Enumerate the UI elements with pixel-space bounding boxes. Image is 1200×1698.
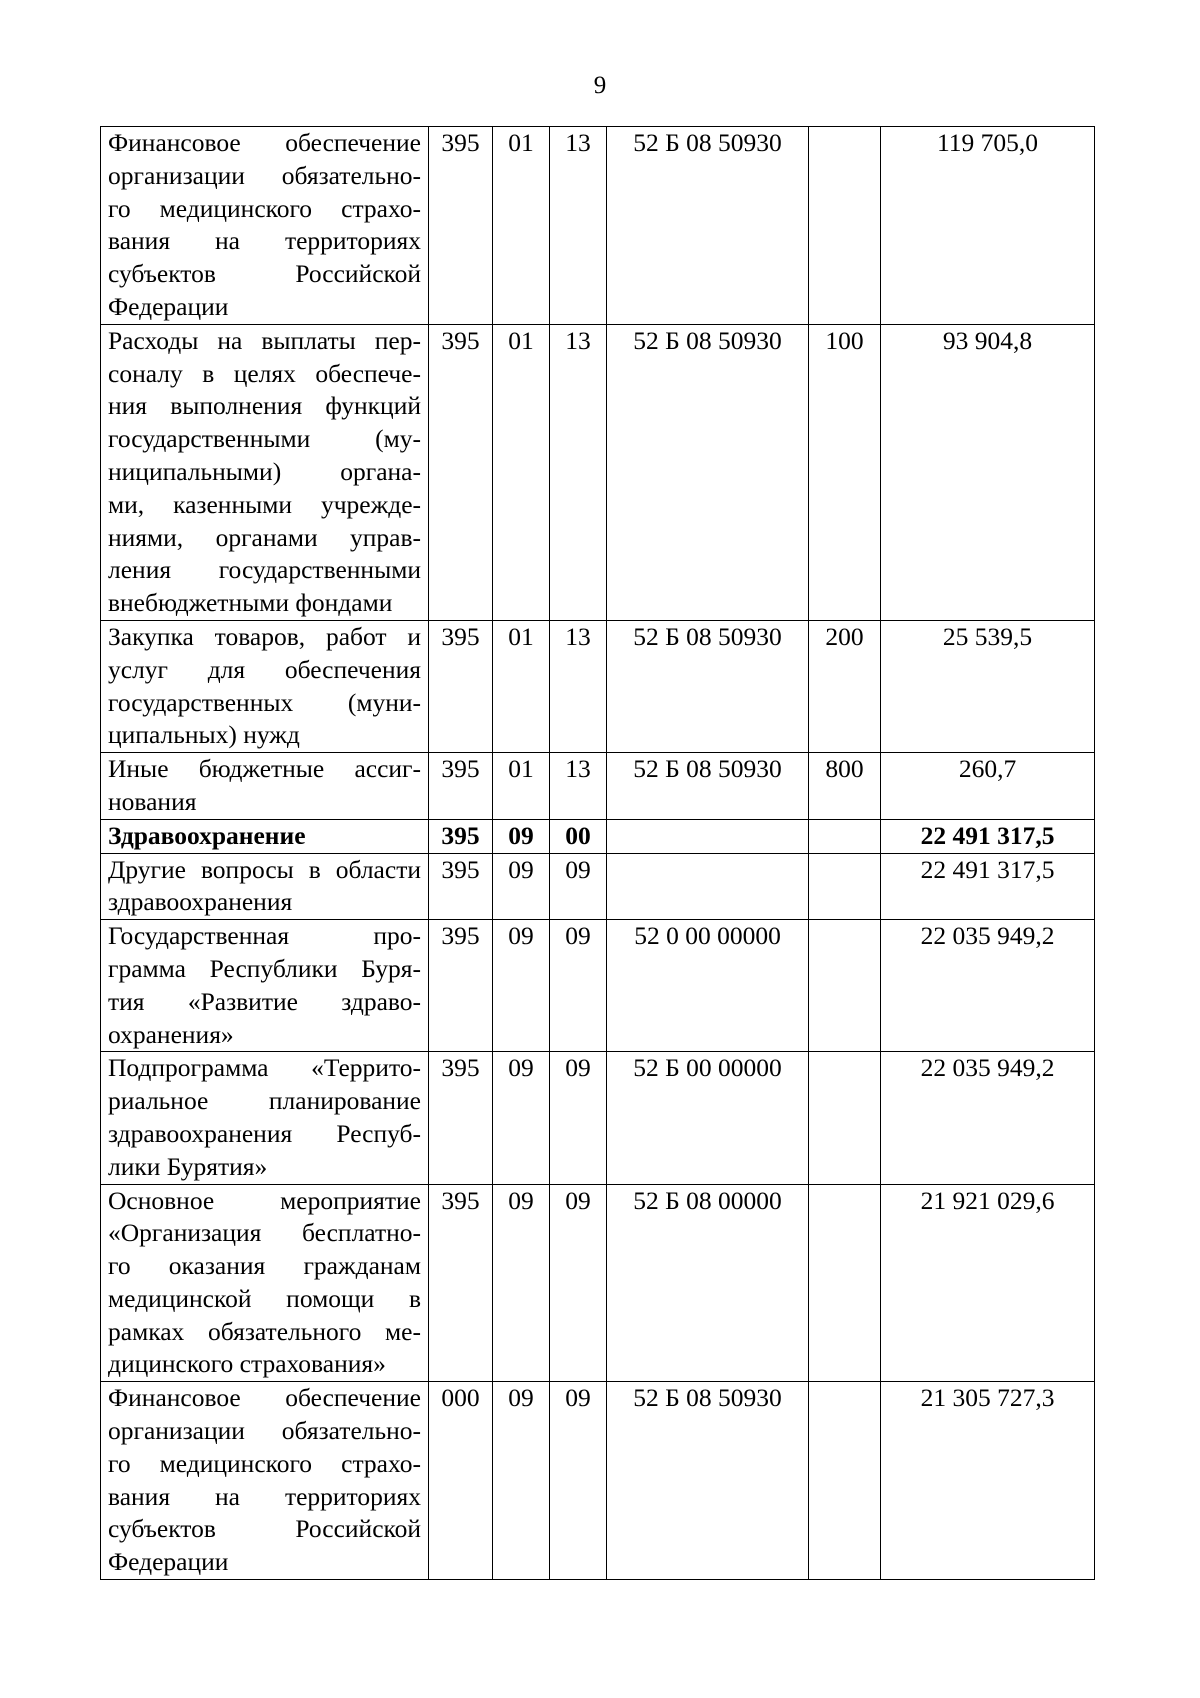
row-name-line: Подпрограмма «Террито- xyxy=(108,1053,421,1083)
row-name-line: рамках обязательного ме- xyxy=(108,1316,421,1346)
table-row xyxy=(101,1052,1095,1184)
subsection-cell: 13 xyxy=(550,753,607,820)
amount-cell: 93 904,8 xyxy=(881,324,1095,620)
target-article-cell xyxy=(607,819,809,853)
row-name-line: соналу в целях обеспече- xyxy=(108,358,421,388)
section-cell: 01 xyxy=(493,324,550,620)
expense-type-cell xyxy=(809,1382,881,1580)
target-article-cell: 52 0 00 00000 xyxy=(607,920,809,1052)
row-name-line: ципальных) нужд xyxy=(108,720,300,750)
grbs-cell: 395 xyxy=(429,819,493,853)
row-name-line: внебюджетными фондами xyxy=(108,588,393,618)
section-cell: 01 xyxy=(493,620,550,752)
row-name-cell xyxy=(101,127,429,325)
row-name-line: организации обязательно- xyxy=(108,160,421,190)
target-article-cell: 52 Б 08 00000 xyxy=(607,1184,809,1382)
row-name-line: субъектов Российской xyxy=(108,1514,421,1544)
subsection-cell: 09 xyxy=(550,1382,607,1580)
row-name-line: грамма Республики Буря- xyxy=(108,953,421,983)
row-name-line: ния выполнения функций xyxy=(108,391,421,421)
row-name-line: Другие вопросы в области xyxy=(108,854,421,884)
subsection-cell: 13 xyxy=(550,127,607,325)
page-number: 9 xyxy=(593,72,607,99)
subsection-cell: 09 xyxy=(550,1052,607,1184)
row-name-line: ми, казенными учрежде- xyxy=(108,489,421,519)
row-name-line: медицинской помощи в xyxy=(108,1283,421,1313)
section-cell: 09 xyxy=(493,1184,550,1382)
target-article-cell xyxy=(607,853,809,920)
grbs-cell: 395 xyxy=(429,1052,493,1184)
table-row xyxy=(101,853,1095,920)
row-name-line: нования xyxy=(108,786,197,816)
row-name-line: здравоохранения Респуб- xyxy=(108,1118,421,1148)
amount-cell: 25 539,5 xyxy=(881,620,1095,752)
table-row xyxy=(101,127,1095,325)
row-name-line: здравоохранения xyxy=(108,887,293,917)
row-name-line: дицинского страхования» xyxy=(108,1349,386,1379)
row-name-line: ниями, органами управ- xyxy=(108,522,421,552)
row-name-line: тия «Развитие здраво- xyxy=(108,986,421,1016)
amount-cell: 22 035 949,2 xyxy=(881,920,1095,1052)
row-name-line: ления государственными xyxy=(108,555,421,585)
row-name-line: Финансовое обеспечение xyxy=(108,1383,421,1413)
row-name-line: Государственная про- xyxy=(108,921,421,951)
table-row xyxy=(101,1382,1095,1580)
row-name-line: го оказания гражданам xyxy=(108,1251,421,1281)
row-name-line: услуг для обеспечения xyxy=(108,654,421,684)
amount-cell: 260,7 xyxy=(881,753,1095,820)
target-article-cell: 52 Б 08 50930 xyxy=(607,127,809,325)
row-name-line: «Организация бесплатно- xyxy=(108,1218,421,1248)
section-cell: 09 xyxy=(493,1382,550,1580)
table-row xyxy=(101,324,1095,620)
grbs-cell: 395 xyxy=(429,127,493,325)
row-name-line: Расходы на выплаты пер- xyxy=(108,325,421,355)
section-cell: 01 xyxy=(493,127,550,325)
expense-type-cell xyxy=(809,127,881,325)
row-name-line: охранения» xyxy=(108,1019,234,1049)
expense-type-cell: 200 xyxy=(809,620,881,752)
expense-type-cell: 800 xyxy=(809,753,881,820)
grbs-cell: 000 xyxy=(429,1382,493,1580)
row-name-cell xyxy=(101,753,429,820)
expense-type-cell: 100 xyxy=(809,324,881,620)
amount-cell: 21 921 029,6 xyxy=(881,1184,1095,1382)
row-name-cell xyxy=(101,1382,429,1580)
row-name-line: государственных (муни- xyxy=(108,687,421,717)
row-name-line: субъектов Российской xyxy=(108,259,421,289)
grbs-cell: 395 xyxy=(429,920,493,1052)
row-name-line: государственными (му- xyxy=(108,424,421,454)
row-name-line: риальное планирование xyxy=(108,1086,421,1116)
expense-type-cell xyxy=(809,920,881,1052)
row-name-line: Федерации xyxy=(108,291,229,321)
row-name-cell xyxy=(101,620,429,752)
row-name-line: Основное мероприятие xyxy=(108,1185,421,1215)
grbs-cell: 395 xyxy=(429,1184,493,1382)
row-name-line: Здравоохранение xyxy=(108,820,306,850)
subsection-cell: 13 xyxy=(550,620,607,752)
row-name-line: лики Бурятия» xyxy=(108,1151,268,1181)
grbs-cell: 395 xyxy=(429,324,493,620)
table-row xyxy=(101,819,1095,853)
section-cell: 09 xyxy=(493,853,550,920)
subsection-cell: 09 xyxy=(550,853,607,920)
target-article-cell: 52 Б 08 50930 xyxy=(607,620,809,752)
row-name-cell xyxy=(101,920,429,1052)
table-row xyxy=(101,753,1095,820)
subsection-cell: 09 xyxy=(550,1184,607,1382)
section-cell: 09 xyxy=(493,819,550,853)
row-name-line: ниципальными) органа- xyxy=(108,456,421,486)
amount-cell: 22 491 317,5 xyxy=(881,819,1095,853)
row-name-line: Федерации xyxy=(108,1547,229,1577)
amount-cell: 21 305 727,3 xyxy=(881,1382,1095,1580)
expense-type-cell xyxy=(809,819,881,853)
row-name-cell xyxy=(101,819,429,853)
row-name-line: вания на территориях xyxy=(108,226,421,256)
table-row xyxy=(101,1184,1095,1382)
row-name-line: го медицинского страхо- xyxy=(108,193,421,223)
row-name-cell xyxy=(101,1184,429,1382)
subsection-cell: 13 xyxy=(550,324,607,620)
target-article-cell: 52 Б 00 00000 xyxy=(607,1052,809,1184)
row-name-line: Финансовое обеспечение xyxy=(108,128,421,157)
row-name-line: го медицинского страхо- xyxy=(108,1448,421,1478)
amount-cell: 22 491 317,5 xyxy=(881,853,1095,920)
subsection-cell: 00 xyxy=(550,819,607,853)
budget-table xyxy=(100,126,1095,1580)
table-body xyxy=(101,127,1095,1580)
target-article-cell: 52 Б 08 50930 xyxy=(607,324,809,620)
row-name-line: вания на территориях xyxy=(108,1481,421,1511)
row-name-cell xyxy=(101,324,429,620)
row-name-line: Иные бюджетные ассиг- xyxy=(108,754,421,784)
table-row xyxy=(101,620,1095,752)
row-name-cell xyxy=(101,853,429,920)
section-cell: 01 xyxy=(493,753,550,820)
table-row xyxy=(101,920,1095,1052)
expense-type-cell xyxy=(809,853,881,920)
row-name-line: Закупка товаров, работ и xyxy=(108,621,421,651)
target-article-cell: 52 Б 08 50930 xyxy=(607,1382,809,1580)
amount-cell: 22 035 949,2 xyxy=(881,1052,1095,1184)
grbs-cell: 395 xyxy=(429,753,493,820)
target-article-cell: 52 Б 08 50930 xyxy=(607,753,809,820)
row-name-line: организации обязательно- xyxy=(108,1416,421,1446)
section-cell: 09 xyxy=(493,920,550,1052)
amount-cell: 119 705,0 xyxy=(881,127,1095,325)
section-cell: 09 xyxy=(493,1052,550,1184)
expense-type-cell xyxy=(809,1052,881,1184)
row-name-cell xyxy=(101,1052,429,1184)
subsection-cell: 09 xyxy=(550,920,607,1052)
expense-type-cell xyxy=(809,1184,881,1382)
grbs-cell: 395 xyxy=(429,620,493,752)
grbs-cell: 395 xyxy=(429,853,493,920)
